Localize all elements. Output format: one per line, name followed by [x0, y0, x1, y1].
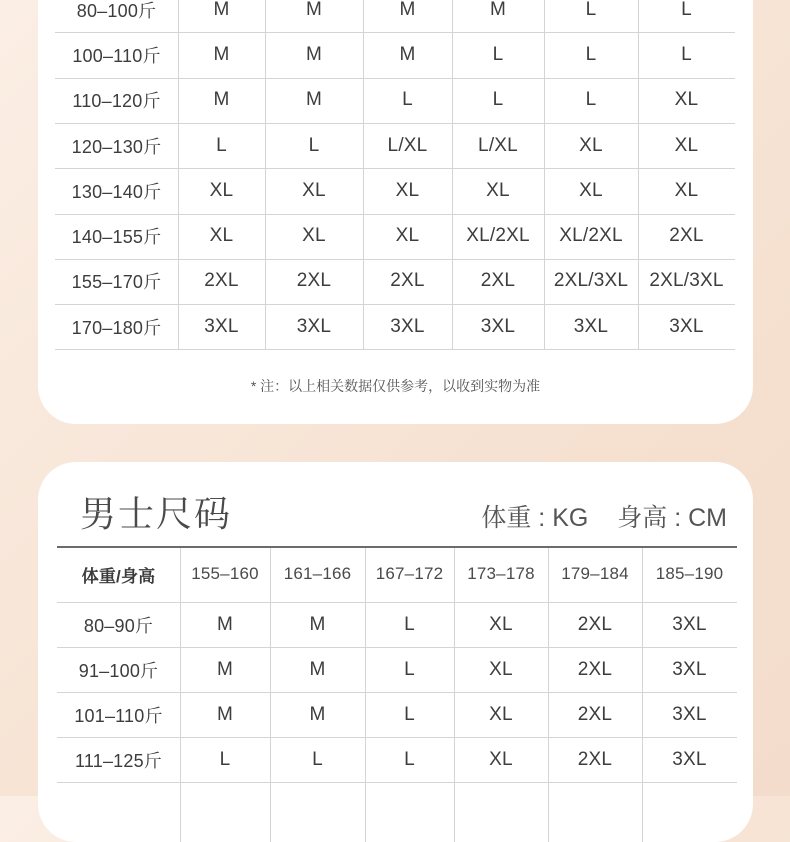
size-cell: XL [489, 658, 513, 680]
size-cell: M [305, 89, 323, 111]
size-cell: L [219, 748, 231, 770]
size-cell: L [492, 89, 504, 111]
unit-weight-label: 体重 : KG [481, 504, 589, 532]
women-size-card [38, 0, 753, 424]
column-divider [452, 0, 453, 349]
size-cell: L/XL [387, 134, 428, 156]
row-weight-label: 120–130斤 [71, 136, 162, 157]
row-weight-label: 100–110斤 [72, 45, 161, 66]
column-divider [178, 0, 179, 349]
column-divider [270, 548, 271, 842]
row-weight-label: 101–110斤 [74, 705, 163, 726]
height-column-header: 161–166 [283, 564, 352, 583]
row-divider [57, 782, 737, 783]
size-cell: 3XL [669, 315, 704, 337]
column-divider [365, 548, 366, 842]
size-cell: 2XL [669, 225, 704, 247]
size-cell: XL [209, 225, 234, 247]
size-cell: XL [489, 703, 513, 725]
size-cell: M [216, 658, 234, 680]
size-cell: 2XL [296, 270, 332, 292]
size-cell: 3XL [204, 315, 239, 337]
size-cell: XL [579, 179, 603, 201]
size-cell: L [585, 0, 597, 20]
size-cell: 2XL [577, 748, 613, 770]
height-column-header: 179–184 [561, 564, 629, 583]
size-cell: 3XL [480, 315, 516, 337]
size-cell: 3XL [672, 613, 707, 635]
size-cell: M [309, 703, 326, 725]
column-divider [265, 0, 266, 349]
row-weight-label: 111–125斤 [74, 750, 162, 771]
size-cell: M [399, 0, 416, 20]
size-cell: M [216, 703, 234, 725]
size-cell: M [309, 658, 326, 680]
size-cell: M [213, 43, 230, 65]
size-cell: L/XL [478, 134, 518, 156]
unit-height-label: 身高 : CM [617, 504, 727, 532]
size-cell: XL [489, 613, 513, 635]
height-column-header: 185–190 [655, 564, 724, 583]
size-cell: XL/2XL [466, 225, 530, 247]
size-cell: L [404, 613, 415, 635]
size-cell: L [681, 43, 692, 65]
size-cell: 3XL [672, 703, 707, 725]
men-size-card [38, 462, 753, 842]
size-cell: 2XL [204, 270, 239, 292]
size-cell: M [399, 43, 416, 65]
size-cell: 3XL [672, 658, 707, 680]
size-cell: M [305, 43, 323, 65]
row-weight-label: 140–155斤 [71, 227, 162, 248]
size-cell: XL [674, 134, 699, 156]
size-cell: 3XL [573, 315, 609, 337]
size-cell: 2XL [390, 270, 425, 292]
size-cell: 2XL [480, 270, 516, 292]
column-divider [638, 0, 639, 349]
size-cell: XL [395, 179, 420, 201]
size-cell: L [681, 0, 692, 20]
size-cell: M [216, 613, 234, 635]
corner-header: 体重/身高 [81, 566, 156, 586]
row-weight-label: 91–100斤 [78, 660, 159, 681]
column-divider [454, 548, 455, 842]
row-weight-label: 170–180斤 [71, 317, 162, 338]
size-cell: XL [302, 179, 326, 201]
row-weight-label: 80–100斤 [76, 0, 157, 21]
row-divider [55, 349, 735, 350]
size-cell: L [585, 43, 597, 65]
size-cell: M [305, 0, 323, 20]
size-cell: L [404, 658, 415, 680]
size-cell: 3XL [390, 315, 425, 337]
section-title: 男士尺码 [80, 493, 233, 534]
size-cell: 2XL [577, 613, 613, 635]
height-column-header: 155–160 [191, 564, 259, 583]
size-cell: XL/2XL [559, 225, 623, 247]
height-column-header: 167–172 [375, 564, 444, 583]
column-divider [544, 0, 545, 349]
size-cell: XL [579, 134, 603, 156]
size-cell: L [404, 703, 415, 725]
column-divider [363, 0, 364, 349]
size-cell: 3XL [672, 748, 707, 770]
size-cell: XL [674, 89, 699, 111]
size-cell: XL [486, 179, 510, 201]
size-cell: XL [674, 179, 699, 201]
size-cell: M [309, 613, 326, 635]
size-cell: L [585, 89, 597, 111]
size-cell: 2XL [577, 658, 613, 680]
column-divider [548, 548, 549, 842]
size-cell: L [312, 748, 323, 770]
size-cell: M [489, 0, 507, 20]
height-column-header: 173–178 [467, 564, 535, 583]
row-weight-label: 130–140斤 [71, 181, 162, 202]
size-cell: L [308, 134, 320, 156]
row-weight-label: 155–170斤 [71, 272, 162, 293]
column-divider [180, 548, 181, 842]
size-cell: XL [302, 225, 326, 247]
size-cell: L [402, 89, 413, 111]
size-cell: XL [209, 179, 234, 201]
size-cell: 2XL/3XL [553, 270, 629, 292]
unit-legend [481, 498, 727, 534]
size-cell: 2XL/3XL [649, 270, 724, 292]
size-cell: L [216, 134, 227, 156]
size-cell: XL [489, 748, 513, 770]
column-divider [642, 548, 643, 842]
size-cell: M [213, 89, 230, 111]
disclaimer-note: * 注：以上相关数据仅供参考，以收到实物为准 [250, 378, 541, 394]
size-cell: M [213, 0, 230, 20]
row-weight-label: 80–90斤 [83, 615, 154, 636]
size-cell: 3XL [296, 315, 332, 337]
size-cell: L [492, 43, 504, 65]
size-cell: XL [395, 225, 420, 247]
size-cell: L [404, 748, 415, 770]
row-weight-label: 110–120斤 [72, 91, 161, 112]
size-cell: 2XL [577, 703, 613, 725]
